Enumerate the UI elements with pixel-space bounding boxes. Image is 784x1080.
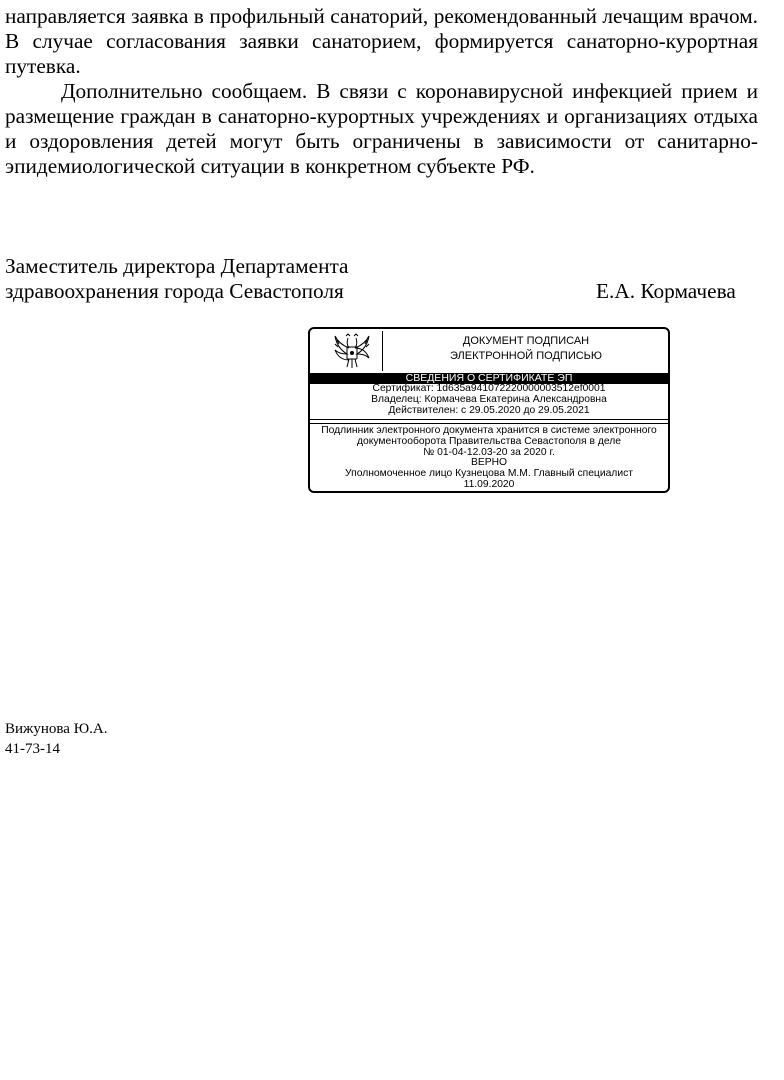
signatory-name: Е.А. Кормачева [596, 279, 736, 303]
body-paragraph: направляется заявка в профильный санаторий, рекомендованный лечащим врачом. В случае согласования заявки санаторием, формируется санаторно-курортная путевка. [5, 4, 758, 78]
signatory-position-line: Заместитель директора Департамента [5, 254, 349, 278]
electronic-signature-stamp [308, 327, 670, 493]
certificate-owner: Владелец: Кормачева Екатерина Александровна [371, 393, 607, 405]
stamp-header [310, 329, 668, 374]
signatory-position-line: здравоохранения города Севастополя [5, 279, 344, 303]
executor-name: Вижунова Ю.А. [5, 721, 108, 737]
russian-coat-of-arms-icon [320, 331, 383, 371]
stamp-divider [310, 419, 668, 424]
body-paragraph-notice: Дополнительно сообщаем. В связи с коронавирусной инфекцией прием и размещение граждан в санаторно-курортных учреждениях и организациях отдыха и оздоровления детей могут быть ограничены в зависимости от санитарно-эпидемиологической ситуации в конкретном субъекте РФ. [5, 79, 758, 178]
archive-info [310, 426, 668, 491]
certificate-header: СВЕДЕНИЯ О СЕРТИФИКАТЕ ЭП [310, 373, 668, 384]
stamp-date: 11.09.2020 [463, 478, 515, 490]
authorized-person: Уполномоченное лицо Кузнецова М.М. Главный специалист [345, 468, 633, 480]
signatory-position [5, 254, 349, 304]
stamp-title-line: ДОКУМЕНТ ПОДПИСАН [462, 335, 590, 347]
stamp-title-line: ЭЛЕКТРОННОЙ ПОДПИСЬЮ [449, 350, 603, 362]
executor-phone: 41-73-14 [5, 741, 60, 757]
archive-line: документооборота Правительства Севастополя в деле [357, 435, 621, 447]
certificate-number: Сертификат: 1d635a941072220000003512ef0001 [372, 383, 606, 394]
archive-line: Подлинник электронного документа хранится в системе электронного [321, 425, 657, 436]
verified-label: ВЕРНО [470, 457, 508, 469]
stamp-title [384, 334, 668, 364]
certificate-validity: Действителен: с 29.05.2020 до 29.05.2021 [388, 404, 590, 416]
certificate-details [310, 384, 668, 416]
executor-info [5, 719, 107, 759]
archive-case-number: № 01-04-12.03-20 за 2020 г. [423, 446, 555, 458]
